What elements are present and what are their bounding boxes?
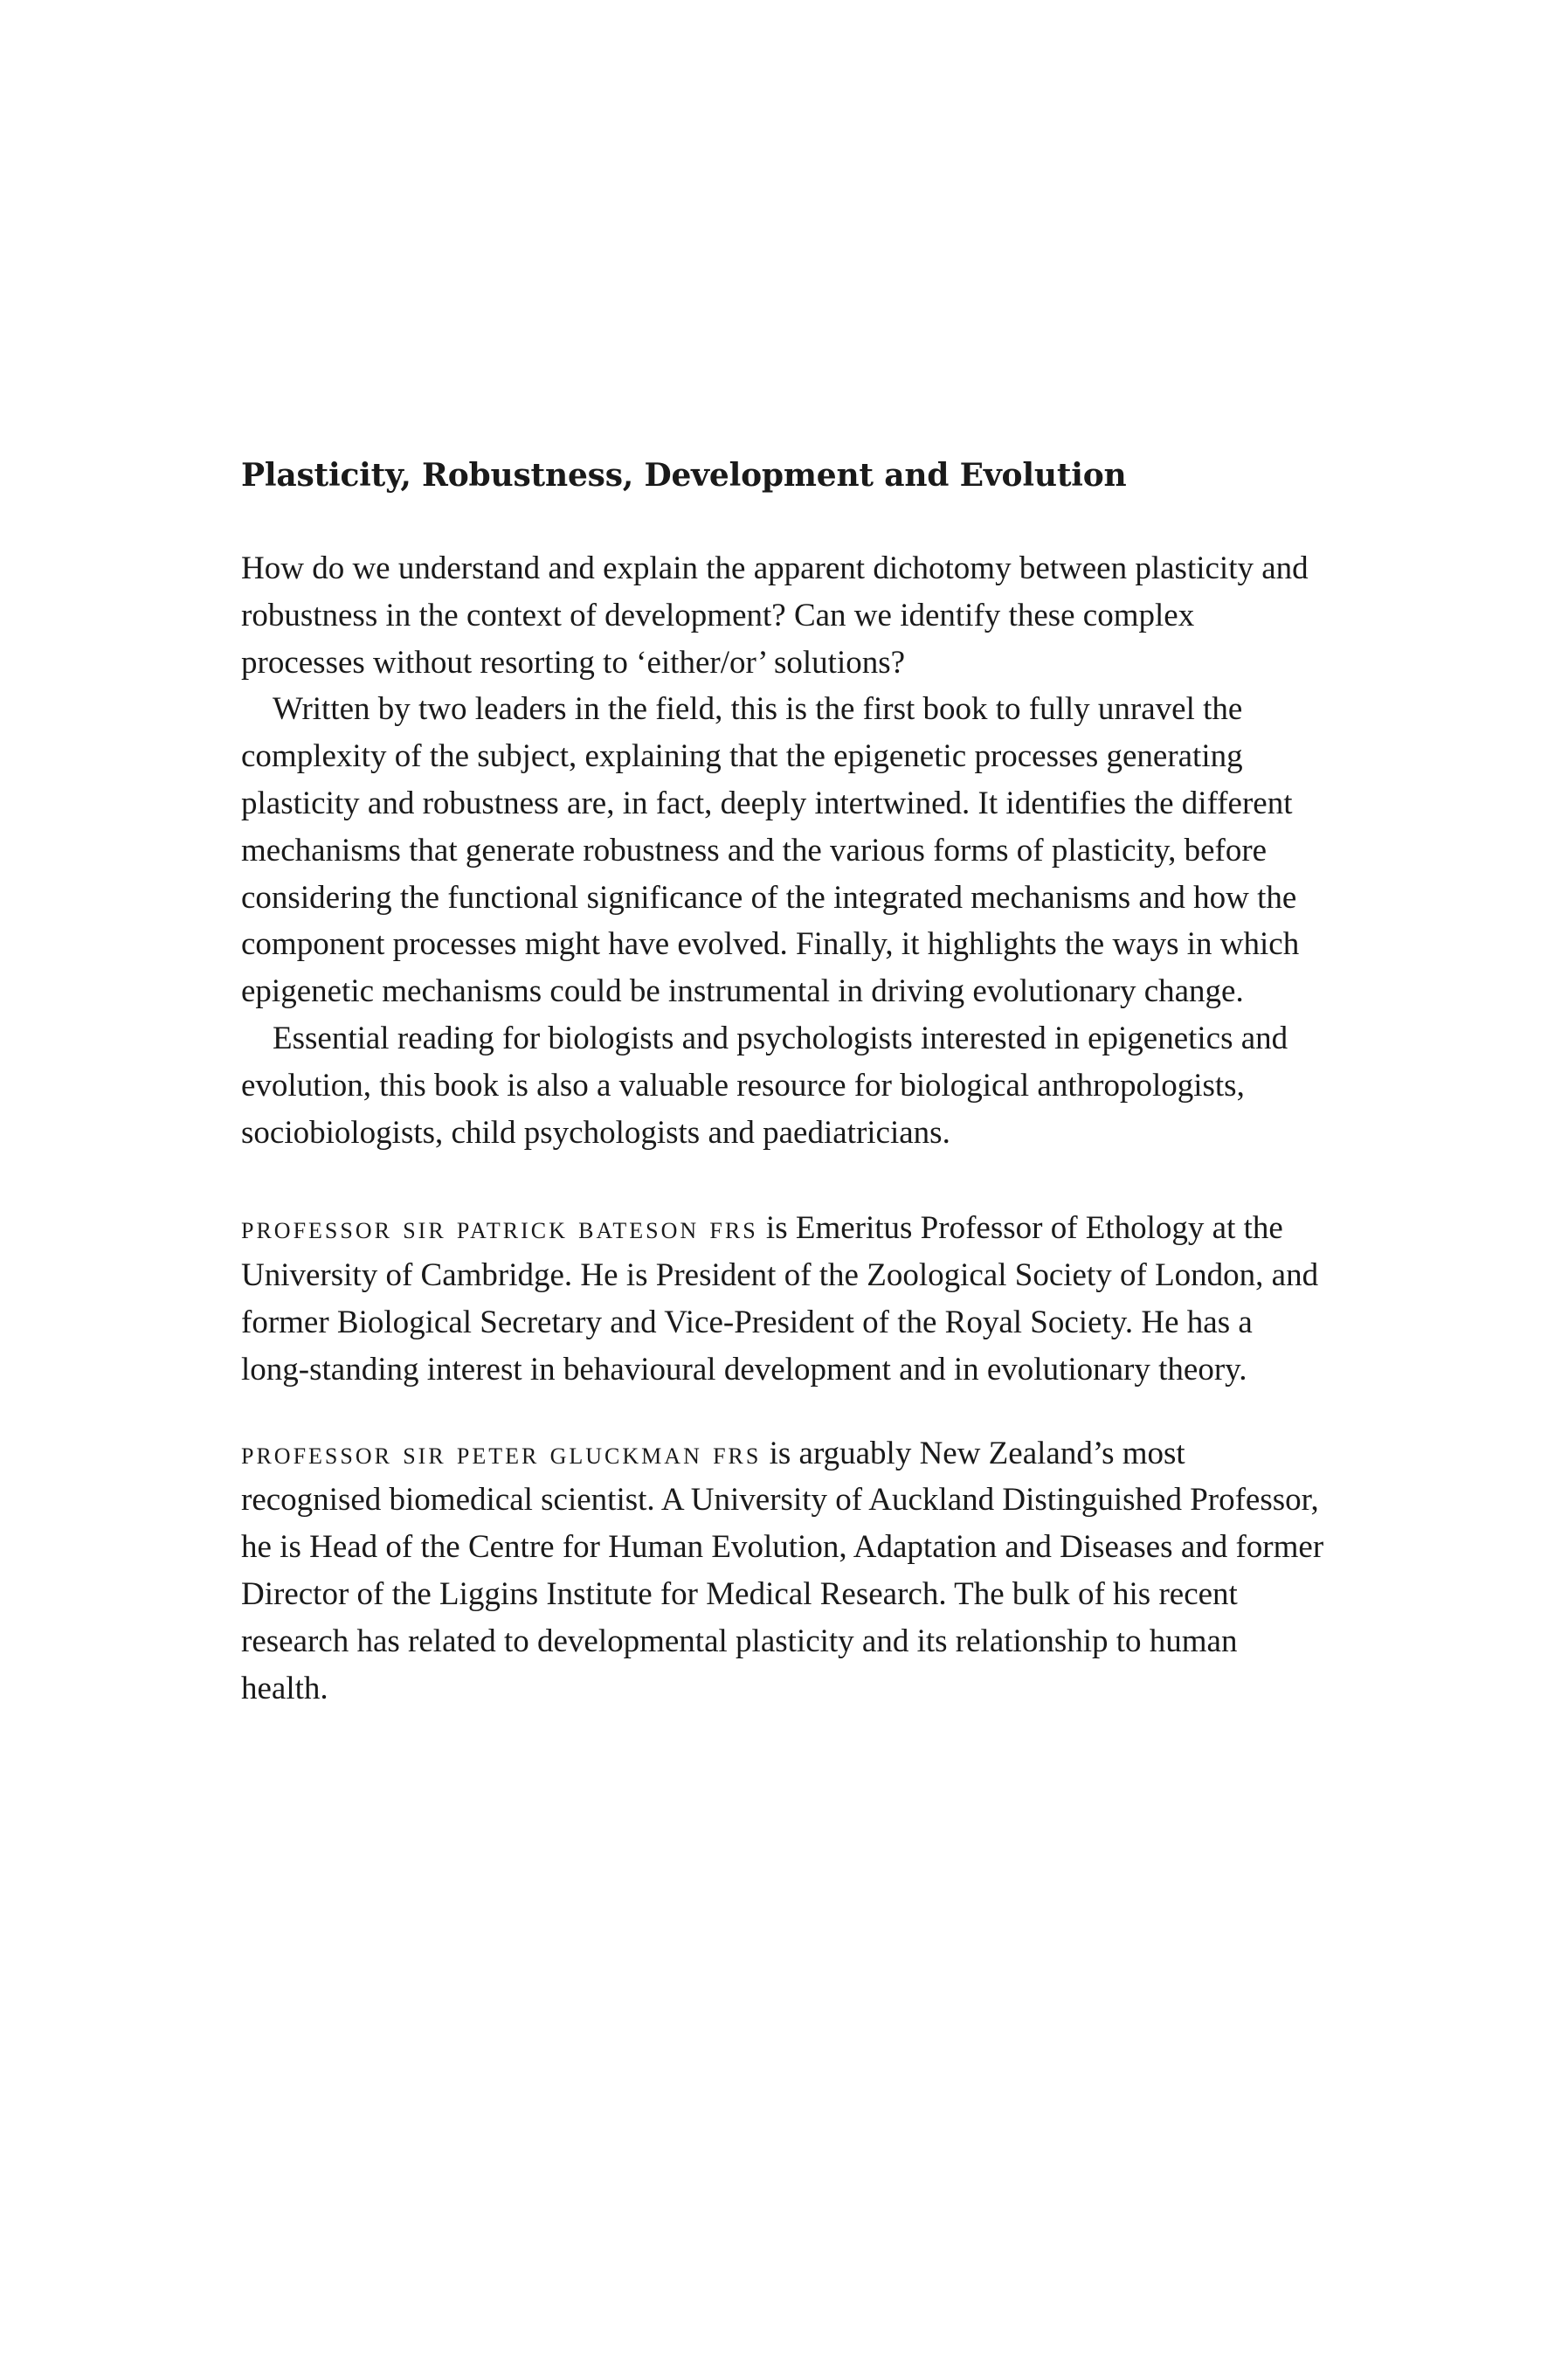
description-paragraph-3: Essential reading for biologists and psychologists interested in epigenetics and evolution, this book is also a valuable resource for biological anthropologists, sociobiologists, child psychologists and paediatricians.	[241, 1020, 1288, 1151]
author-name-bateson: professor sir patrick bateson frs	[241, 1210, 758, 1247]
description-paragraph-2: Written by two leaders in the field, this is the first book to fully unravel the complexity of the subject, explaining that the epigenetic processes generating plasticity and robustness are, in fact, deeply intertwined. It identifies the different mechanisms that generate robustness and the various forms of plasticity, before considering the functional significance of the integrated mechanisms and how the component processes might have evolved. Finally, it highlights the ways in which epigenetic mechanisms could be instrumental in driving evolutionary change.	[241, 691, 1300, 1010]
author-bio-bateson-text: is Emeritus Professor of Ethology at the University of Cambridge. He is President of the Zoological Society of London, and former Biological Secretary and Vice-President of the Royal Society. He has a long-standing interest in behavioural development and in evolutionary theory.	[241, 1210, 1319, 1388]
author-name-gluckman: professor sir peter gluckman frs	[241, 1435, 762, 1471]
book-title: Plasticity, Robustness, Development and Evolution	[241, 457, 1127, 494]
page-content	[241, 454, 1324, 1712]
author-bio-bateson	[241, 1205, 1324, 1393]
author-bio-gluckman	[241, 1430, 1324, 1713]
author-bio-gluckman-text: is arguably New Zealand’s most recognised biomedical scientist. A University of Auckland Distinguished Professor, he is Head of the Centre for Human Evolution, Adaptation and Diseases and former Director of the Liggins Institute for Medical Research. The bulk of his recent research has related to developmental plasticity and its relationship to human health.	[241, 1435, 1324, 1706]
description-paragraph-1: How do we understand and explain the apparent dichotomy between plasticity and robustness in the context of development? Can we identify these complex processes without resorting to ‘either/or’ solutions?	[241, 550, 1309, 681]
description	[241, 545, 1324, 1712]
